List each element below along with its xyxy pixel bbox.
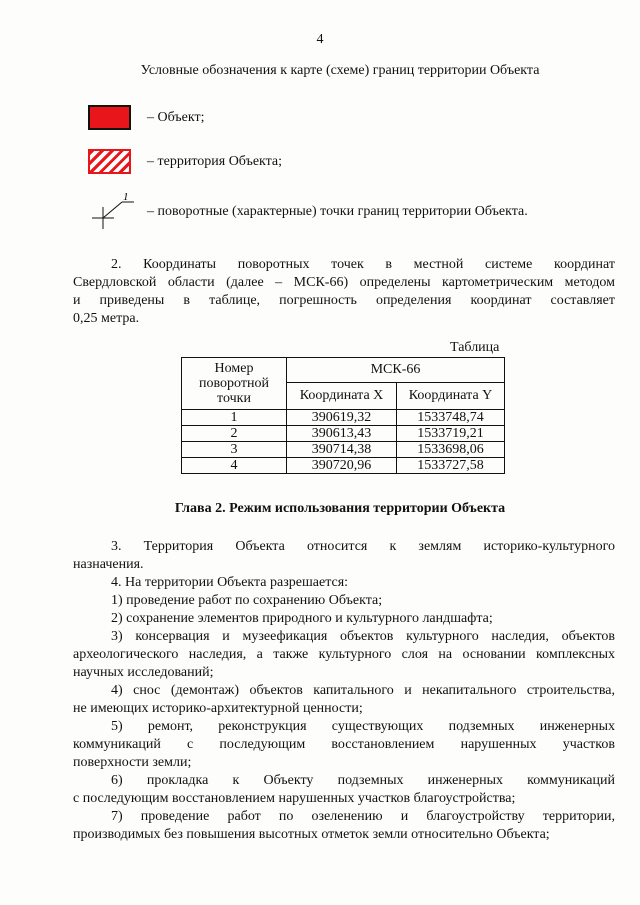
msk66-header: МСК-66	[287, 358, 505, 383]
text-line: с последующим восстановлением нарушенных участков благоустройства;	[73, 791, 516, 806]
point-number-cell: 1	[182, 410, 287, 426]
list-item	[73, 592, 615, 610]
text-line: 3. Территория Объекта относится к землям историко-культурного	[111, 539, 615, 554]
chapter-body	[73, 538, 615, 844]
col-y-header: Координата Y	[397, 383, 505, 410]
table-row	[182, 458, 505, 474]
text-line: 5) ремонт, реконструкция существующих подземных инженерных	[111, 719, 615, 734]
coord-x-cell: 390714,38	[287, 442, 397, 458]
list-item	[73, 610, 615, 628]
legend-label-object: – Объект;	[147, 110, 205, 125]
text-line: 7) проведение работ по озеленению и благоустройству территории,	[111, 809, 615, 824]
text-line: археологического наследия, а также культурного слоя на основании комплексных	[73, 647, 615, 662]
list-item	[73, 682, 615, 718]
chapter-title: Глава 2. Режим использования территории Объекта	[174, 501, 506, 516]
coord-y-cell: 1533748,74	[397, 410, 505, 426]
coord-y-cell: 1533719,21	[397, 426, 505, 442]
paragraph-2: 2. Координаты поворотных точек в местной системе координат Свердловской области (далее – МСК-66) определены картометрическим методом и приведены в таблице, погрешность определения координат составляет 0,25 метра.	[73, 257, 615, 326]
list-item	[73, 772, 615, 808]
text-line: назначения.	[73, 557, 144, 572]
text-line: 6) прокладка к Объекту подземных инженерных коммуникаций	[111, 773, 615, 788]
point-number-cell: 4	[182, 458, 287, 474]
list-item	[73, 808, 615, 844]
coord-y-cell: 1533698,06	[397, 442, 505, 458]
coord-x-cell: 390613,43	[287, 426, 397, 442]
list-item	[73, 574, 615, 592]
legend-title: Условные обозначения к карте (схеме) границ территории Объекта	[140, 63, 540, 78]
coord-x-cell: 390619,32	[287, 410, 397, 426]
point-number-label: 1	[123, 191, 129, 203]
table-row	[182, 426, 505, 442]
text-line: не имеющих историко-архитектурной ценности;	[73, 701, 363, 716]
text-line: 3) консервация и музеефикация объектов культурного наследия, объектов	[111, 629, 615, 644]
coordinates-table	[181, 357, 505, 474]
list-item	[73, 628, 615, 682]
text-line: 1) проведение работ по сохранению Объекта;	[111, 593, 383, 608]
text-line: коммуникаций с последующим восстановлением нарушенных участков	[73, 737, 615, 752]
col-point-number-header: Номер поворотной точки	[182, 358, 287, 410]
object-symbol	[88, 105, 131, 130]
text-line: поверхности земли;	[73, 755, 192, 770]
legend-label-points: – поворотные (характерные) точки границ территории Объекта.	[147, 204, 528, 219]
table-row	[182, 442, 505, 458]
coord-x-cell: 390720,96	[287, 458, 397, 474]
list-item	[73, 538, 615, 574]
text-line: научных исследований;	[73, 665, 214, 680]
list-item	[73, 718, 615, 772]
table-caption: Таблица	[450, 340, 500, 355]
text-line: 4. На территории Объекта разрешается:	[111, 575, 349, 590]
col-x-header: Координата X	[287, 383, 397, 410]
legend-label-territory: – территория Объекта;	[147, 154, 283, 169]
text-line: 4) снос (демонтаж) объектов капитального и некапитального строительства,	[111, 683, 615, 698]
coord-y-cell: 1533727,58	[397, 458, 505, 474]
point-number-cell: 2	[182, 426, 287, 442]
text-line: 2) сохранение элементов природного и культурного ландшафта;	[111, 611, 493, 626]
page-number: 4	[316, 32, 324, 47]
turning-point-symbol	[84, 190, 144, 230]
point-number-cell: 3	[182, 442, 287, 458]
territory-hatch-symbol	[88, 149, 131, 174]
table-row	[182, 410, 505, 426]
text-line: производимых без повышения высотных отметок земли относительно Объекта;	[73, 827, 550, 842]
